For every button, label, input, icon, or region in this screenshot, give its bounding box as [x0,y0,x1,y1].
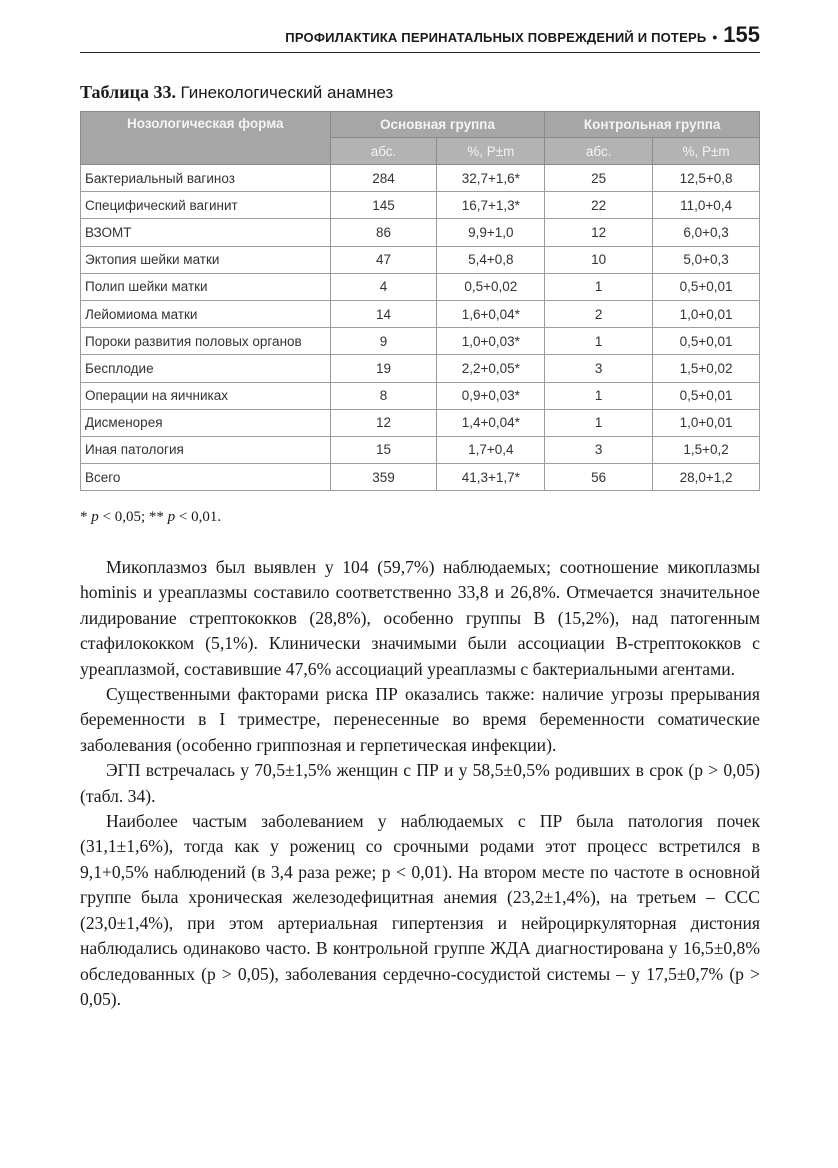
gynecological-history-table [80,111,760,491]
header-nosological-form: Нозологическая форма [81,112,331,165]
cell-main-pct: 0,5+0,02 [437,273,545,300]
body-text [80,555,760,1012]
table-row [81,409,760,436]
cell-row-name: Полип шейки матки [81,273,331,300]
header-main-abs: абс. [330,138,437,165]
cell-row-name: ВЗОМТ [81,219,331,246]
cell-main-pct: 16,7+1,3* [437,192,545,219]
table-row [81,436,760,463]
table-row [81,355,760,382]
cell-control-abs: 10 [545,246,653,273]
table-caption [80,82,393,103]
table-row [81,300,760,327]
footnote-p: p [167,509,176,525]
table-caption-title: Гинекологический анамнез [180,83,394,102]
header-control-abs: абс. [545,138,653,165]
cell-control-abs: 1 [545,328,653,355]
cell-main-abs: 284 [330,165,437,192]
cell-row-name: Операции на яичниках [81,382,331,409]
cell-main-pct: 1,0+0,03* [437,328,545,355]
table-row [81,328,760,355]
footnote-star: * [80,509,92,525]
cell-control-pct: 1,5+0,02 [653,355,760,382]
table-row [81,246,760,273]
header-main-group: Основная группа [330,112,545,138]
cell-main-pct: 2,2+0,05* [437,355,545,382]
page-number: 155 [723,22,760,47]
running-title: ПРОФИЛАКТИКА ПЕРИНАТАЛЬНЫХ ПОВРЕЖДЕНИЙ И ПОТЕРЬ [285,30,707,45]
cell-row-name: Специфический вагинит [81,192,331,219]
table-body [81,165,760,491]
cell-main-abs: 47 [330,246,437,273]
cell-row-name: Бактериальный вагиноз [81,165,331,192]
cell-main-pct: 32,7+1,6* [437,165,545,192]
cell-main-pct: 41,3+1,7* [437,464,545,491]
cell-row-name: Бесплодие [81,355,331,382]
header-control-group: Контрольная группа [545,112,760,138]
cell-control-pct: 1,0+0,01 [653,409,760,436]
paragraph: Микоплазмоз был выявлен у 104 (59,7%) наблюдаемых; соотношение микоплазмы hominis и уреаплазмы составило соответственно 33,8 и 26,8%. Отмечается значительное лидирование стрептококков (28,8%), особенно группы В (15,2%), над патогенным стафилококком (5,1%). Клинически значимыми были ассоциации В-стрептококков с уреаплазмой, составившие 47,6% ассоциаций уреаплазмы с бактериальными агентами. [80,557,760,679]
header-bullet: • [712,29,718,45]
cell-control-pct: 11,0+0,4 [653,192,760,219]
cell-control-abs: 1 [545,409,653,436]
cell-control-abs: 1 [545,382,653,409]
cell-row-name: Лейомиома матки [81,300,331,327]
cell-row-name: Иная патология [81,436,331,463]
cell-control-pct: 0,5+0,01 [653,328,760,355]
cell-control-pct: 0,5+0,01 [653,382,760,409]
cell-main-abs: 86 [330,219,437,246]
cell-control-abs: 1 [545,273,653,300]
cell-main-abs: 19 [330,355,437,382]
cell-row-name: Пороки развития половых органов [81,328,331,355]
footnote-value-1: < 0,05; ** [98,509,168,525]
footnote-value-2: < 0,01. [175,509,222,525]
cell-main-pct: 0,9+0,03* [437,382,545,409]
cell-main-abs: 145 [330,192,437,219]
cell-row-name: Эктопия шейки матки [81,246,331,273]
cell-control-abs: 3 [545,436,653,463]
cell-control-abs: 25 [545,165,653,192]
footnote-p: p [91,509,99,525]
cell-main-pct: 1,7+0,4 [437,436,545,463]
cell-row-name: Всего [81,464,331,491]
cell-main-abs: 8 [330,382,437,409]
cell-main-abs: 14 [330,300,437,327]
cell-control-abs: 2 [545,300,653,327]
cell-main-pct: 9,9+1,0 [437,219,545,246]
header-main-pct: %, P±m [437,138,545,165]
cell-control-pct: 12,5+0,8 [653,165,760,192]
table-row [81,219,760,246]
cell-main-pct: 1,4+0,04* [437,409,545,436]
cell-control-pct: 28,0+1,2 [653,464,760,491]
cell-row-name: Дисменорея [81,409,331,436]
cell-control-pct: 5,0+0,3 [653,246,760,273]
cell-control-abs: 12 [545,219,653,246]
cell-main-abs: 9 [330,328,437,355]
cell-control-pct: 0,5+0,01 [653,273,760,300]
cell-control-abs: 3 [545,355,653,382]
cell-control-pct: 1,5+0,2 [653,436,760,463]
cell-control-pct: 1,0+0,01 [653,300,760,327]
header-control-pct: %, P±m [653,138,760,165]
cell-main-pct: 1,6+0,04* [437,300,545,327]
table-row [81,165,760,192]
table-row [81,464,760,491]
table-row [81,273,760,300]
running-header [80,22,760,53]
paragraph: ЭГП встречалась у 70,5±1,5% женщин с ПР и у 58,5±0,5% родивших в срок (p > 0,05) (табл. 34). [80,760,760,806]
table-footnote [80,509,221,526]
cell-main-abs: 12 [330,409,437,436]
cell-control-pct: 6,0+0,3 [653,219,760,246]
cell-control-abs: 56 [545,464,653,491]
cell-main-abs: 15 [330,436,437,463]
cell-main-abs: 4 [330,273,437,300]
table-caption-label: Таблица 33. [80,82,176,102]
table-row [81,192,760,219]
paragraph: Наиболее частым заболеванием у наблюдаемых с ПР была патология почек (31,1±1,6%), тогда как у рожениц со срочными родами этот процесс встретился в 9,1+0,5% наблюдений (в 3,4 раза реже; p < 0,01). На втором месте по частоте в основной группе была хроническая железодефицитная анемия (23,2±1,4%), на третьем – ССС (23,0±1,4%), при этом артериальная гипертензия и нейроциркуляторная дистония наблюдались одинаково часто. В контрольной группе ЖДА диагностирована у 16,5±0,8% обследованных (p > 0,05), заболевания сердечно-сосудистой системы – у 17,5±0,7% (p > 0,05). [80,811,760,1009]
table-row [81,382,760,409]
paragraph: Существенными факторами риска ПР оказались также: наличие угрозы прерывания беременности в I триместре, перенесенные во время беременности соматические заболевания (особенно гриппозная и герпетическая инфекции). [80,684,760,755]
cell-main-pct: 5,4+0,8 [437,246,545,273]
cell-control-abs: 22 [545,192,653,219]
cell-main-abs: 359 [330,464,437,491]
